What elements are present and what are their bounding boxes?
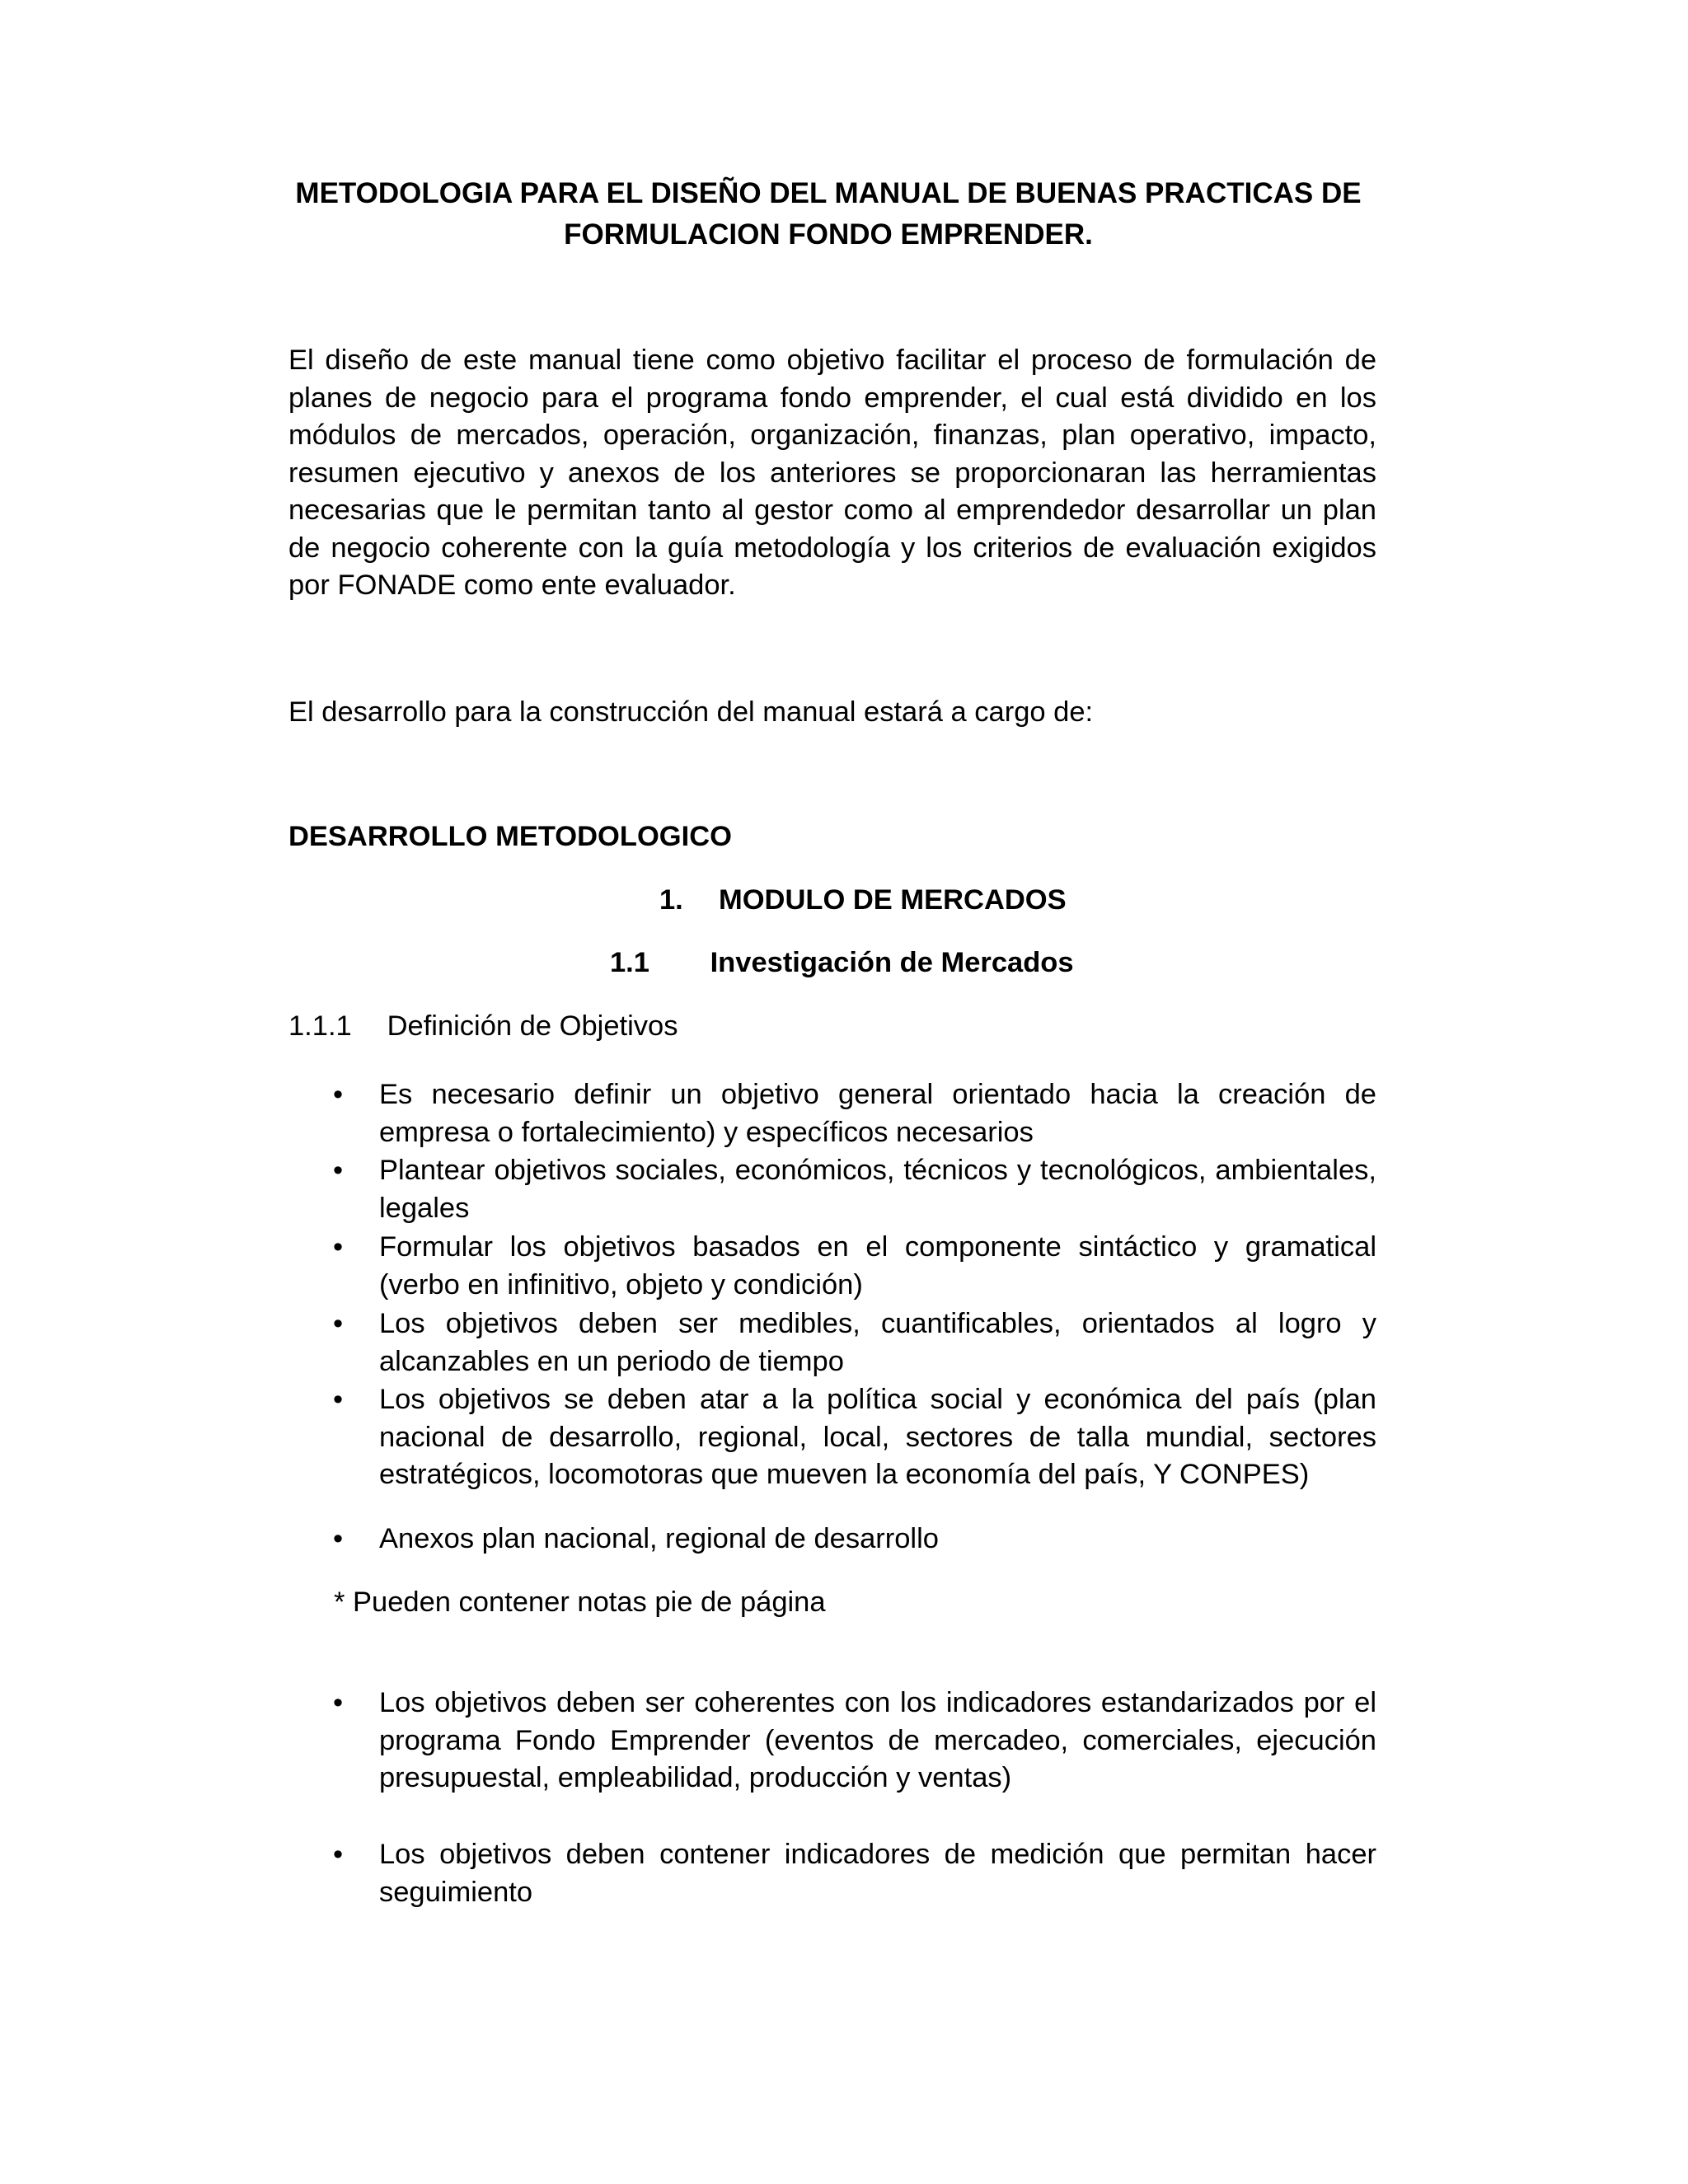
- list-item: Plantear objetivos sociales, económicos, técnicos y tecnológicos, ambientales, legales: [379, 1155, 1376, 1224]
- subsubsection-number: 1.1.1: [288, 1010, 352, 1042]
- list-item-annex: Anexos plan nacional, regional de desarrollo: [379, 1523, 939, 1554]
- module-label: MODULO DE MERCADOS: [718, 884, 1067, 916]
- subsection-number: 1.1: [610, 947, 649, 978]
- list-item: Formular los objetivos basados en el componente sintáctico y gramatical (verbo en infinitivo, objeto y condición): [379, 1231, 1376, 1301]
- subsection-heading: [610, 944, 1074, 982]
- subsection-label: Investigación de Mercados: [710, 947, 1074, 978]
- document-title: [280, 173, 1376, 255]
- section-heading: DESARROLLO METODOLOGICO: [288, 821, 732, 852]
- title-line-2: FORMULACION FONDO EMPRENDER.: [564, 218, 1093, 251]
- list-item: Es necesario definir un objetivo general orientado hacia la creación de empresa o fortalecimiento) y específicos necesarios: [379, 1079, 1376, 1148]
- bullet-marker: •: [333, 1839, 344, 1870]
- subsubsection-heading: [288, 1008, 678, 1046]
- bullet-marker: •: [333, 1523, 344, 1554]
- list-item: Los objetivos se deben atar a la política social y económica del país (plan nacional de desarrollo, regional, local, sectores de talla mundial, sectores estratégicos, locomotoras que mueven la economía del país, Y CONPES): [379, 1384, 1376, 1490]
- bullet-marker: •: [333, 1384, 344, 1415]
- module-number: 1.: [659, 884, 683, 916]
- list-item: Los objetivos deben ser coherentes con los indicadores estandarizados por el programa Fondo Emprender (eventos de mercadeo, comerciales, ejecución presupuestal, empleabilidad, producción y ventas): [379, 1687, 1376, 1793]
- list-item: Los objetivos deben ser medibles, cuantificables, orientados al logro y alcanzables en un periodo de tiempo: [379, 1308, 1376, 1377]
- development-line: El desarrollo para la construcción del manual estará a cargo de:: [288, 696, 1094, 728]
- intro-paragraph: El diseño de este manual tiene como objetivo facilitar el proceso de formulación de planes de negocio para el programa fondo emprender, el cual está dividido en los módulos de mercados, operación, organización, finanzas, plan operativo, impacto, resumen ejecutivo y anexos de los anteriores se proporcionaran las herramientas necesarias que le permitan tanto al gestor como al emprendedor desarrollar un plan de negocio coherente con la guía metodología y los criterios de evaluación exigidos por FONADE como ente evaluador.: [288, 344, 1376, 601]
- bullet-marker: •: [333, 1155, 344, 1186]
- footnote-note: * Pueden contener notas pie de página: [334, 1586, 826, 1618]
- bullet-marker: •: [333, 1687, 344, 1718]
- bullet-marker: •: [333, 1231, 344, 1263]
- list-item: Los objetivos deben contener indicadores de medición que permitan hacer seguimiento: [379, 1839, 1376, 1908]
- title-line-1: METODOLOGIA PARA EL DISEÑO DEL MANUAL DE BUENAS PRACTICAS DE: [295, 177, 1362, 209]
- module-heading: [659, 882, 1067, 920]
- bullet-marker: •: [333, 1079, 344, 1110]
- bullet-marker: •: [333, 1308, 344, 1339]
- subsubsection-label: Definición de Objetivos: [387, 1010, 678, 1042]
